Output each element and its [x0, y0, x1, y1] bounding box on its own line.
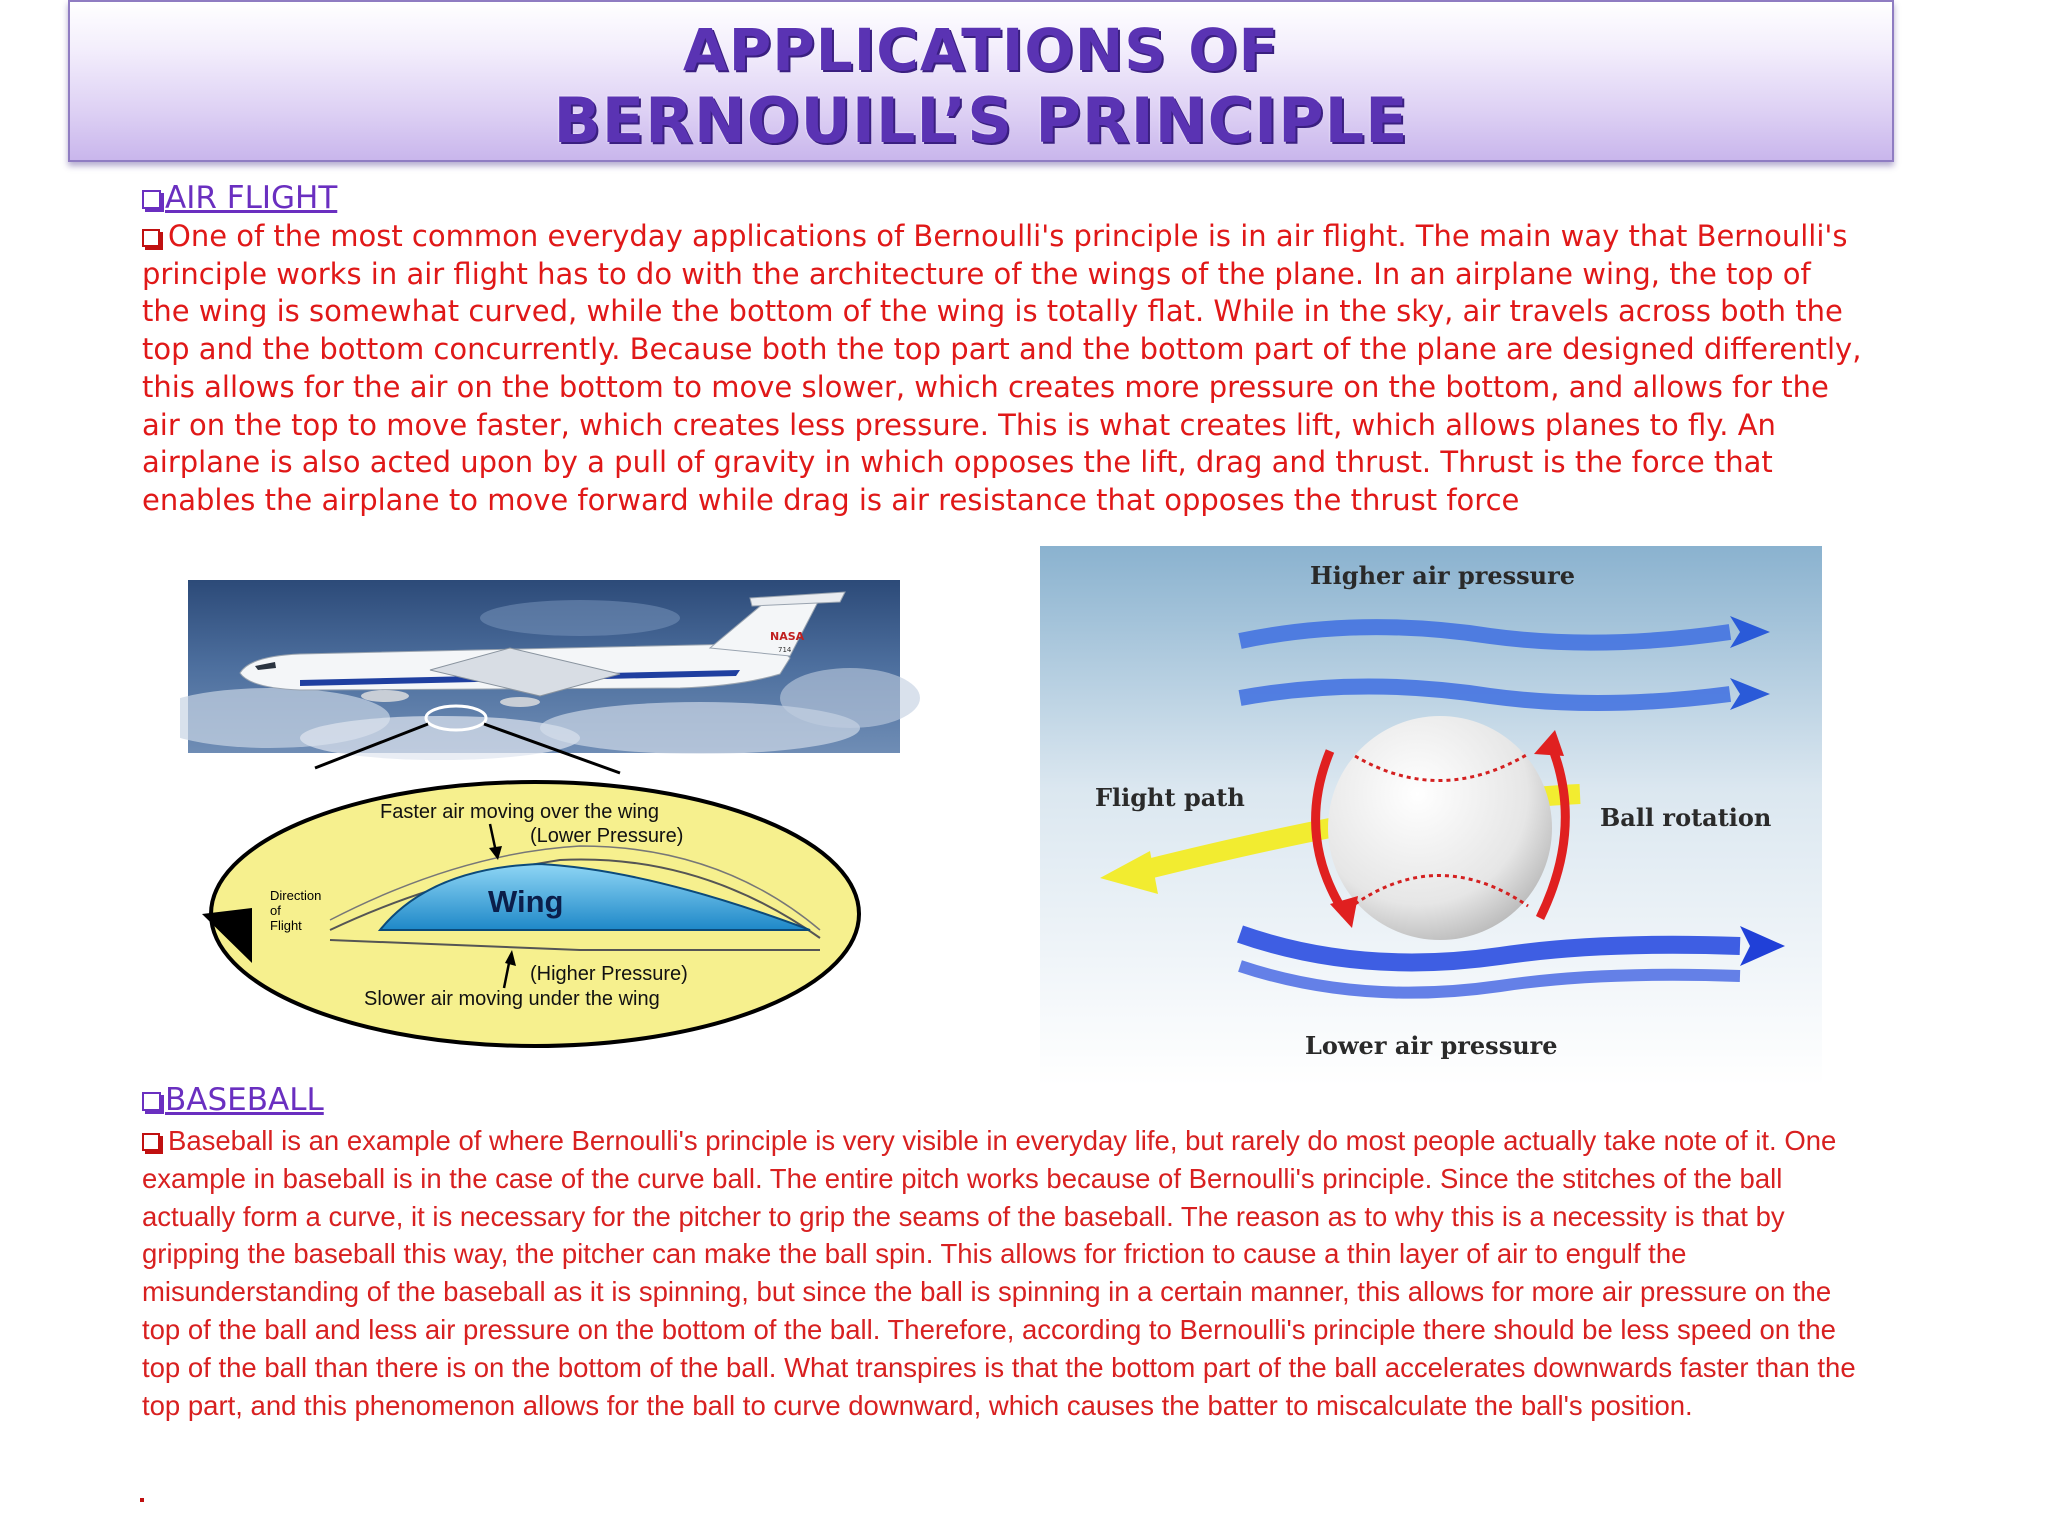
direction-label-2: of [270, 903, 281, 918]
faster-air-label: Faster air moving over the wing [380, 801, 660, 823]
lower-air-pressure-label: Lower air pressure [1305, 1031, 1558, 1060]
checkbox-bullet-icon [142, 1092, 161, 1111]
air-flight-heading [142, 180, 337, 216]
checkbox-bullet-icon [142, 229, 160, 247]
baseball-heading-text: BASEBALL [165, 1082, 324, 1118]
ball-rotation-label: Ball rotation [1600, 803, 1772, 832]
baseball-heading [142, 1082, 324, 1118]
higher-pressure-label: (Higher Pressure) [530, 963, 688, 985]
air-flight-paragraph [142, 218, 1862, 520]
higher-air-pressure-label: Higher air pressure [1310, 561, 1576, 590]
lower-pressure-label: (Lower Pressure) [530, 825, 684, 847]
air-flight-heading-text: AIR FLIGHT [165, 180, 338, 216]
page-title-line1: APPLICATIONS OF [682, 16, 1280, 84]
plane-number: 714 [778, 646, 792, 654]
flight-path-label: Flight path [1095, 783, 1245, 812]
air-flight-body: One of the most common everyday applications of Bernoulli's principle is in air flight. The main way that Bernoulli's principle works in air flight has to do with the architecture of the wings of the plane. In an airplane wing, the top of the wing is somewhat curved, while the bottom of the wing is totally flat. While in the sky, air travels across both the top and the bottom concurrently. Because both the top part and the bottom part of the plane are designed differently, this allows for the air on the bottom to move slower, which creates more pressure on the bottom, and allows for the air on the top to move faster, which creates less pressure. This is what creates lift, which allows planes to fly. An airplane is also acted upon by a pull of gravity in which opposes the lift, drag and thrust. Thrust is the force that enables the airplane to move forward while drag is air resistance that opposes the thrust force [142, 219, 1862, 517]
direction-label-3: Flight [270, 918, 302, 933]
slower-air-label: Slower air moving under the wing [364, 988, 660, 1010]
title-banner [68, 0, 1894, 162]
nasa-logo: NASA [770, 630, 805, 643]
checkbox-bullet-icon [142, 1133, 160, 1151]
checkbox-bullet-icon [142, 190, 161, 209]
page-title-line2: BERNOUILL’S PRINCIPLE [553, 84, 1409, 157]
wing-label: Wing [488, 884, 564, 919]
trailing-dot [140, 1498, 144, 1502]
airplane-photo [180, 580, 920, 760]
airplane-wing-diagram [180, 578, 920, 1053]
baseball-body: Baseball is an example of where Bernoulli's principle is very visible in everyday life, but rarely do most people actually take note of it. One example in baseball is in the case of the curve ball. The entire pitch works because of Bernoulli's principle. Since the stitches of the ball actually form a curve, it is necessary for the pitcher to grip the seams of the baseball. The reason as to why this is a necessity is that by gripping the baseball this way, the pitcher can make the ball spin. This allows for friction to cause a thin layer of air to engulf the misunderstanding of the baseball as it is spinning, but since the ball is spinning in a certain manner, this allows for more air pressure on the top of the ball and less air pressure on the bottom of the ball. Therefore, according to Bernoulli's principle there should be less speed on the top of the ball than there is on the bottom of the ball. What transpires is that the bottom part of the ball accelerates downwards faster than the top part, and this phenomenon allows for the ball to curve downward, which causes the batter to miscalculate the ball's position. [142, 1125, 1856, 1421]
direction-label-1: Direction [270, 888, 322, 903]
curveball-diagram [1040, 546, 1822, 1086]
baseball-paragraph [142, 1122, 1862, 1424]
